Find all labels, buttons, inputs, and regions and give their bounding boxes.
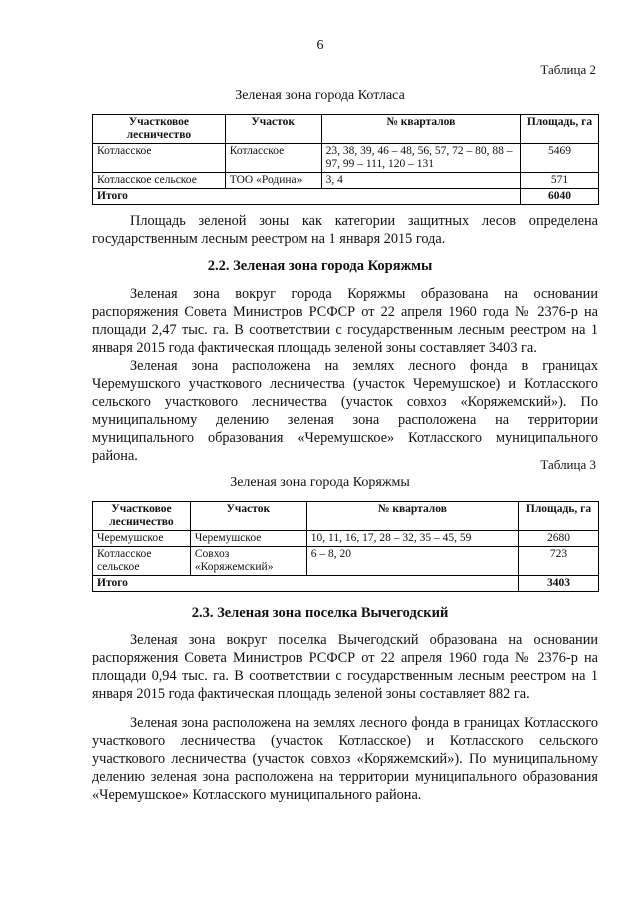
table-row (93, 547, 599, 576)
column-header: Площадь, га (521, 115, 599, 144)
column-header: № кварталов (321, 115, 520, 144)
column-header: Участок (190, 502, 306, 531)
table-cell: 3, 4 (321, 173, 520, 189)
table-total-row (93, 576, 599, 592)
table-3 (92, 501, 599, 592)
paragraph: Зеленая зона расположена на землях лесного фонда в границах Черемушского участкового лесничества (участок Черемушское) и Котласского сельского участкового лесничества (участок совхоз «Коряжемский»). По муниципальному делению зеленая зона расположена на территории муниципального образования «Черемушское» Котласского муниципального района. (92, 358, 598, 464)
table-cell: 723 (519, 547, 599, 576)
table-header-row (93, 115, 599, 144)
table-cell: 6 – 8, 20 (306, 547, 518, 576)
total-label: Итого (93, 576, 519, 592)
table-row (93, 144, 599, 173)
table-cell: Котласское сельское (93, 173, 226, 189)
paragraph: Зеленая зона вокруг поселка Вычегодский образована на основании распоряжения Совета Министров РСФСР от 22 апреля 1960 года № 2376-р на площади 0,94 тыс. га. В соответствии с государственным лесным реестром на 1 января 2015 года фактическая площадь зеленой зоны составляет 882 га. (92, 632, 598, 702)
total-label: Итого (93, 189, 521, 205)
total-value: 3403 (519, 576, 599, 592)
total-value: 6040 (521, 189, 599, 205)
table-cell: Котласское (93, 144, 226, 173)
page-number: 6 (316, 38, 324, 53)
table-cell: 23, 38, 39, 46 – 48, 56, 57, 72 – 80, 88 – 97, 99 – 111, 120 – 131 (321, 144, 520, 173)
table-header-row (93, 502, 599, 531)
table-row (93, 173, 599, 189)
table-cell: ТОО «Родина» (225, 173, 321, 189)
table-row (93, 531, 599, 547)
section-heading: 2.2. Зеленая зона города Коряжмы (207, 258, 433, 274)
section-heading: 2.3. Зеленая зона поселка Вычегодский (191, 605, 449, 621)
column-header: № кварталов (306, 502, 518, 531)
table-cell: 10, 11, 16, 17, 28 – 32, 35 – 45, 59 (306, 531, 518, 547)
column-header: Участковое лесничество (93, 502, 191, 531)
table-3-caption: Зеленая зона города Коряжмы (230, 475, 410, 490)
paragraph: Зеленая зона расположена на землях лесного фонда в границах Котласского участкового лесничества (участок Котласское) и Котласского сельского участкового лесничества (участок совхоз «Коряжемский»). По муниципальному делению зеленая зона расположена на территории муниципального образования «Черемушское» Котласского муниципального района. (92, 715, 598, 803)
table-cell: 2680 (519, 531, 599, 547)
table-cell: Черемушское (93, 531, 191, 547)
table-cell: 5469 (521, 144, 599, 173)
column-header: Участок (225, 115, 321, 144)
table-cell: Совхоз «Коряжемский» (190, 547, 306, 576)
paragraph: Площадь зеленой зоны как категории защитных лесов определена государственным лесным реестром на 1 января 2015 года. (92, 213, 598, 247)
table-2-label: Таблица 2 (540, 62, 596, 77)
column-header: Участковое лесничество (93, 115, 226, 144)
paragraph: Зеленая зона вокруг города Коряжмы образована на основании распоряжения Совета Министров РСФСР от 22 апреля 1960 года № 2376-р на площади 2,47 тыс. га. В соответствии с государственным лесным реестром на 1 января 2015 года фактическая площадь зеленой зоны составляет 3403 га. (92, 286, 598, 356)
table-total-row (93, 189, 599, 205)
column-header: Площадь, га (519, 502, 599, 531)
table-2-caption: Зеленая зона города Котласа (235, 88, 405, 103)
table-cell: Черемушское (190, 531, 306, 547)
table-cell: Котласское (225, 144, 321, 173)
table-2 (92, 114, 599, 205)
table-cell: Котласское сельское (93, 547, 191, 576)
table-3-label: Таблица 3 (540, 457, 596, 472)
table-cell: 571 (521, 173, 599, 189)
